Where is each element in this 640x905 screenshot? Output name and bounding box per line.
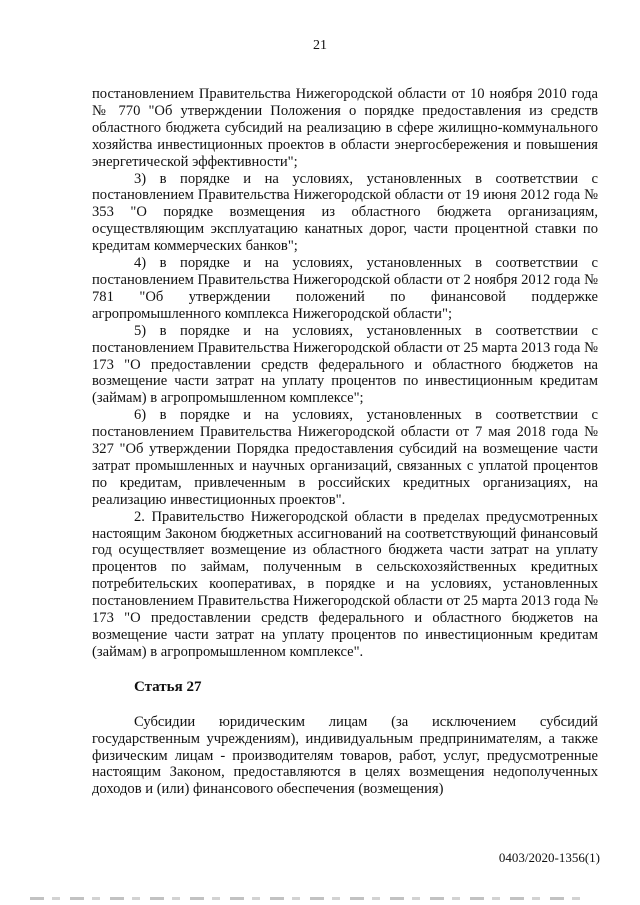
paragraph-continuation: постановлением Правительства Нижегородской области от 10 ноября 2010 года № 770 "Об утверждении Положения о порядке предоставления из средств областного бюджета субсидий на реализацию в сфере жилищно-коммунального хозяйства инвестиционных проектов в области энергосбережения и повышения энергетической эффективности";: [92, 86, 598, 170]
paragraph-item-4: 4) в порядке и на условиях, установленных в соответствии с постановлением Правительства Нижегородской области от 2 ноября 2012 года № 781 "Об утверждении положений по финансовой поддержке агропромышленного комплекса Нижегородской области";: [92, 255, 598, 322]
document-body: [92, 86, 598, 798]
article-heading: Статья 27: [134, 678, 202, 695]
paragraph-item-5: 5) в порядке и на условиях, установленных в соответствии с постановлением Правительства Нижегородской области от 25 марта 2013 года № 173 "О предоставлении средств федерального и областного бюджетов на возмещение части затрат на уплату процентов по инвестиционным кредитам (займам) в агропромышленном комплексе";: [92, 322, 598, 407]
paragraph-item-3: 3) в порядке и на условиях, установленных в соответствии с постановлением Правительства Нижегородской области от 19 июня 2012 года № 353 "О порядке возмещения из областного бюджета организациям, осуществляющим эксплуатацию канатных дорог, части процентной ставки по кредитам коммерческих банков";: [92, 170, 598, 255]
paragraph-item-6: 6) в порядке и на условиях, установленных в соответствии с постановлением Правительства Нижегородской области от 7 мая 2018 года № 327 "Об утверждении Порядка предоставления субсидий на возмещение части затрат промышленных и научных организаций, связанных с уплатой процентов по кредитам, привлеченным в российских кредитных организациях, на реализацию инвестиционных проектов".: [92, 407, 598, 508]
scan-artifact-line: [30, 897, 590, 900]
document-code: 0403/2020-1356(1): [498, 850, 600, 865]
paragraph-section-2: 2. Правительство Нижегородской области в пределах предусмотренных настоящим Законом бюджетных ассигнований на соответствующий финансовый год осуществляет возмещение из областного бюджета части затрат на уплату процентов по займам, полученным в сельскохозяйственных кредитных потребительских кооперативах, в порядке и на условиях, установленных постановлением Правительства Нижегородской области от 25 марта 2013 года № 173 "О предоставлении средств федерального и областного бюджетов на возмещение части затрат на уплату процентов по инвестиционным кредитам (займам) в агропромышленном комплексе".: [92, 508, 598, 660]
page-number: 21: [313, 38, 327, 53]
article-paragraph: Субсидии юридическим лицам (за исключением субсидий государственным учреждениям), индивидуальным предпринимателям, а также физическим лицам - производителям товаров, работ, услуг, предусмотренные настоящим Законом, предоставляются в целях возмещения недополученных доходов и (или) финансового обеспечения (возмещения): [92, 713, 598, 798]
